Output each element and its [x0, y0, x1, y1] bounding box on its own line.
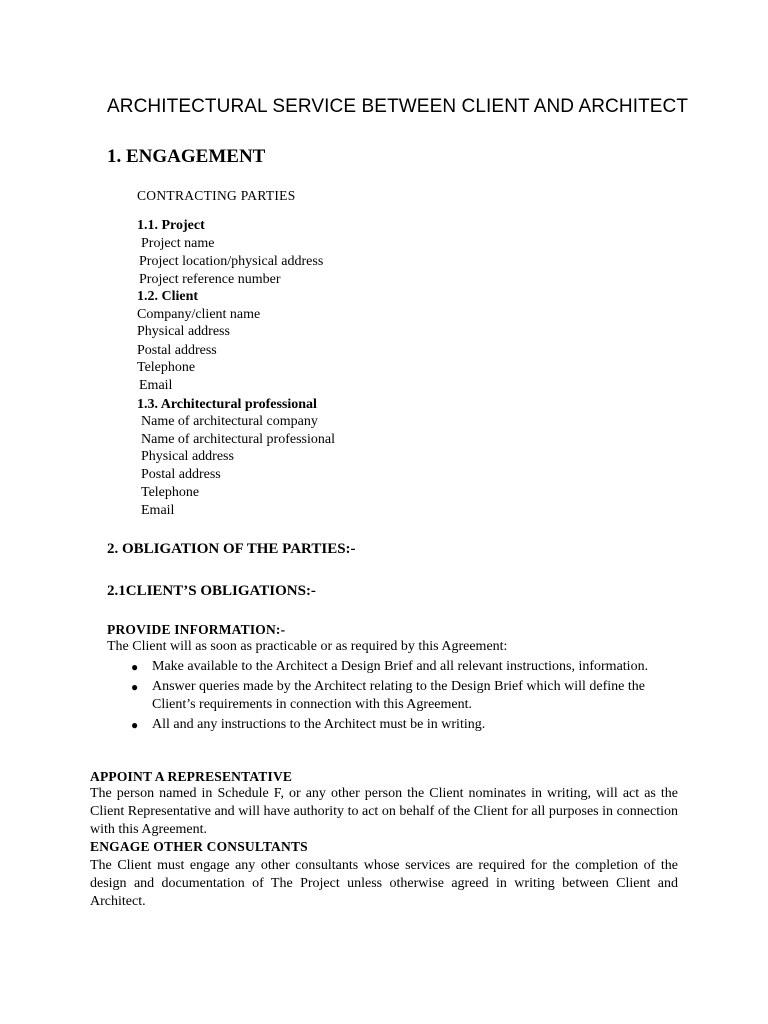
client-line: Telephone [137, 360, 196, 375]
appoint-representative-text: The person named in Schedule F, or any other person the Client nominates in writing, will act as the Client Representative and will have authority to act on behalf of the Client for all purposes in connection with this Agreement. [90, 786, 678, 837]
project-line: Project location/physical address [139, 254, 324, 269]
client-line: Physical address [137, 324, 230, 339]
provide-information-heading: PROVIDE INFORMATION:- [107, 622, 286, 637]
engage-consultants-heading: ENGAGE OTHER CONSULTANTS [90, 839, 308, 854]
client-line: Postal address [137, 343, 217, 358]
bullet-icon: ● [131, 660, 139, 674]
project-line: Project reference number [139, 272, 281, 287]
architect-line: Name of architectural company [141, 414, 318, 429]
project-label: 1.1. Project [137, 218, 205, 233]
contracting-parties-heading: CONTRACTING PARTIES [137, 188, 296, 203]
section-2-heading: 2. OBLIGATION OF THE PARTIES:- [107, 541, 356, 557]
list-item-text: Make available to the Architect a Design Brief and all relevant instructions, information. [152, 659, 649, 674]
document-title: ARCHITECTURAL SERVICE BETWEEN CLIENT AND ARCHITECT [107, 96, 689, 117]
architect-line: Postal address [141, 467, 221, 482]
list-item [107, 716, 667, 734]
bullet-icon: ● [131, 680, 139, 694]
list-item [107, 658, 667, 676]
client-line: Email [139, 378, 173, 393]
architect-line: Physical address [141, 449, 234, 464]
architect-label: 1.3. Architectural professional [137, 397, 317, 412]
project-line: Project name [141, 236, 215, 251]
client-line: Company/client name [137, 307, 261, 322]
section-1-heading: 1. ENGAGEMENT [107, 146, 266, 167]
appoint-representative-heading: APPOINT A REPRESENTATIVE [90, 769, 293, 784]
client-obligations-heading: 2.1CLIENT’S OBLIGATIONS:- [107, 583, 316, 599]
list-item-text: Answer queries made by the Architect relating to the Design Brief which will define the Client’s requirements in connection with this Agreement. [152, 679, 645, 712]
provide-information-list [107, 658, 667, 736]
architect-line: Telephone [141, 485, 200, 500]
list-item-text: All and any instructions to the Architect must be in writing. [152, 717, 486, 732]
list-item [107, 678, 667, 714]
engage-consultants-text: The Client must engage any other consultants whose services are required for the completion of the design and documentation of The Project unless otherwise agreed in writing between Client and Architect. [90, 858, 678, 909]
provide-information-intro: The Client will as soon as practicable or as required by this Agreement: [107, 639, 508, 654]
client-label: 1.2. Client [137, 289, 199, 304]
bullet-icon: ● [131, 718, 139, 732]
architect-line: Name of architectural professional [141, 432, 335, 447]
architect-line: Email [141, 503, 175, 518]
